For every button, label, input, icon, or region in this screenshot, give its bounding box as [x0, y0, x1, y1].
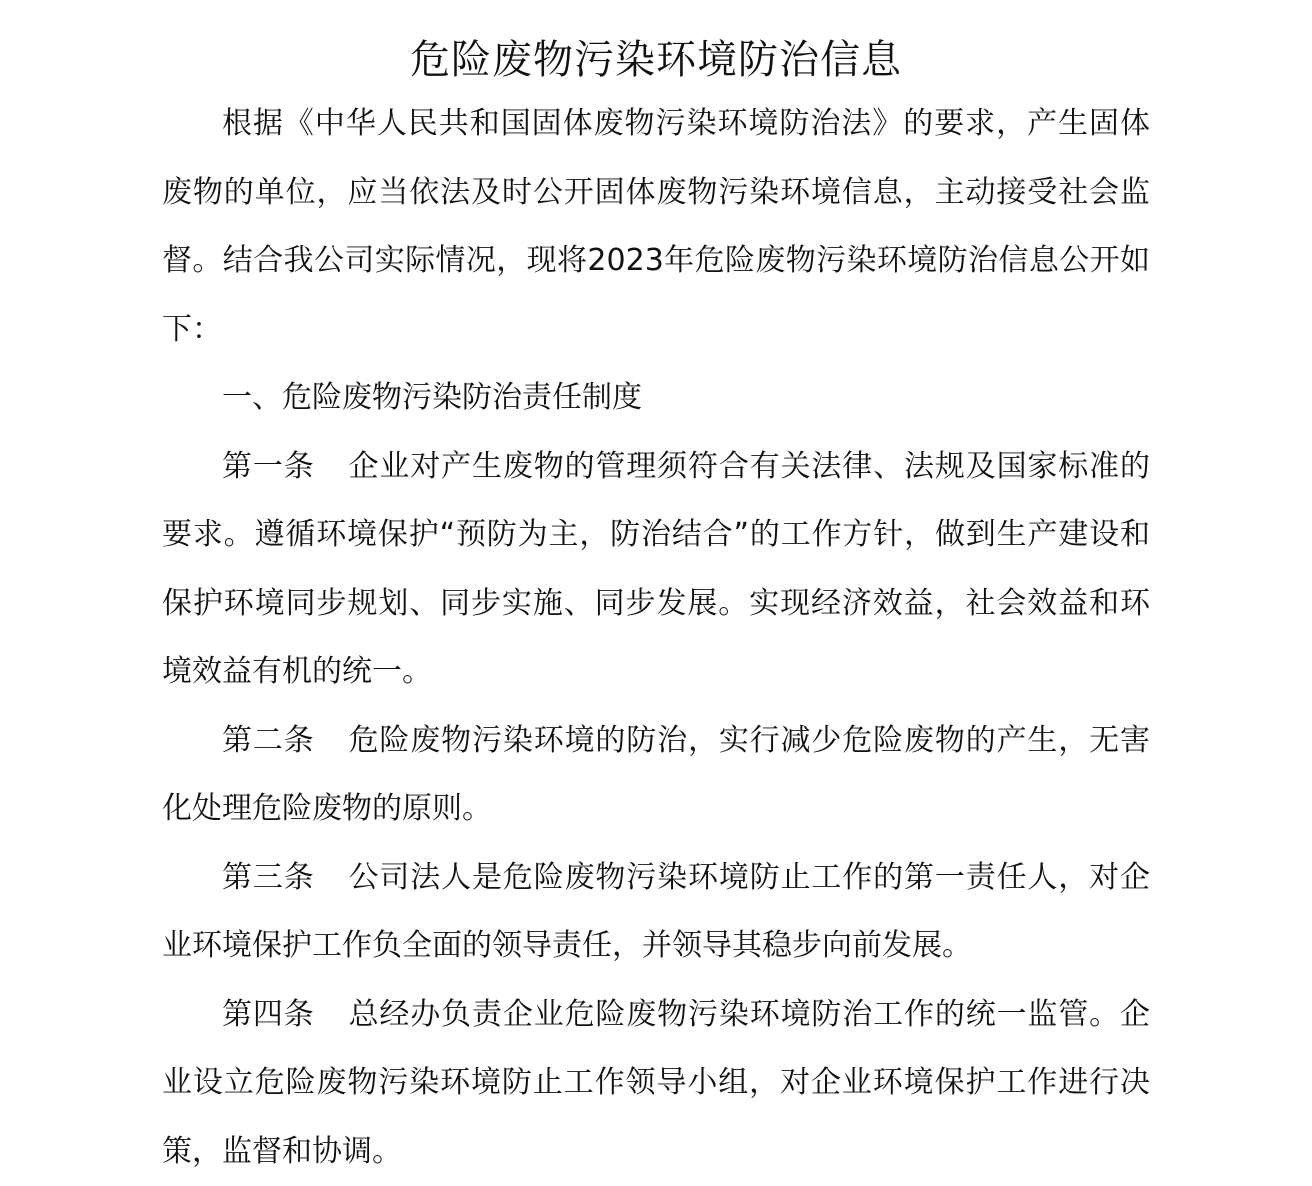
article-4-label: 第四条 [222, 997, 315, 1032]
article-1-label: 第一条 [222, 449, 315, 484]
section-heading: 一、危险废物污染防治责任制度 [162, 364, 1150, 433]
article-3-text: 公司法人是危险废物污染环境防止工作的第一责任人，对企业环境保护工作负全面的领导责任，并领导其稳步向前发展。 [162, 860, 1150, 964]
intro-paragraph: 根据《中华人民共和国固体废物污染环境防治法》的要求，产生固体废物的单位，应当依法及时公开固体废物污染环境信息，主动接受社会监督。结合我公司实际情况，现将2023年危险废物污染环境防治信息公开如下： [162, 90, 1150, 364]
article-2-text: 危险废物污染环境的防治，实行减少危险废物的产生，无害化处理危险废物的原则。 [162, 723, 1150, 827]
article-1 [162, 433, 1150, 707]
article-3-label: 第三条 [222, 860, 315, 895]
article-2-label: 第二条 [222, 723, 315, 758]
document-page [162, 0, 1150, 1186]
article-2 [162, 707, 1150, 844]
article-4-text: 总经办负责企业危险废物污染环境防治工作的统一监管。企业设立危险废物污染环境防止工作领导小组，对企业环境保护工作进行决策，监督和协调。 [162, 997, 1150, 1169]
article-1-text: 企业对产生废物的管理须符合有关法律、法规及国家标准的要求。遵循环境保护“预防为主，防治结合”的工作方针，做到生产建设和保护环境同步规划、同步实施、同步发展。实现经济效益，社会效益和环境效益有机的统一。 [162, 449, 1150, 690]
document-title: 危险废物污染环境防治信息 [162, 0, 1150, 86]
article-3 [162, 844, 1150, 981]
article-4 [162, 981, 1150, 1186]
